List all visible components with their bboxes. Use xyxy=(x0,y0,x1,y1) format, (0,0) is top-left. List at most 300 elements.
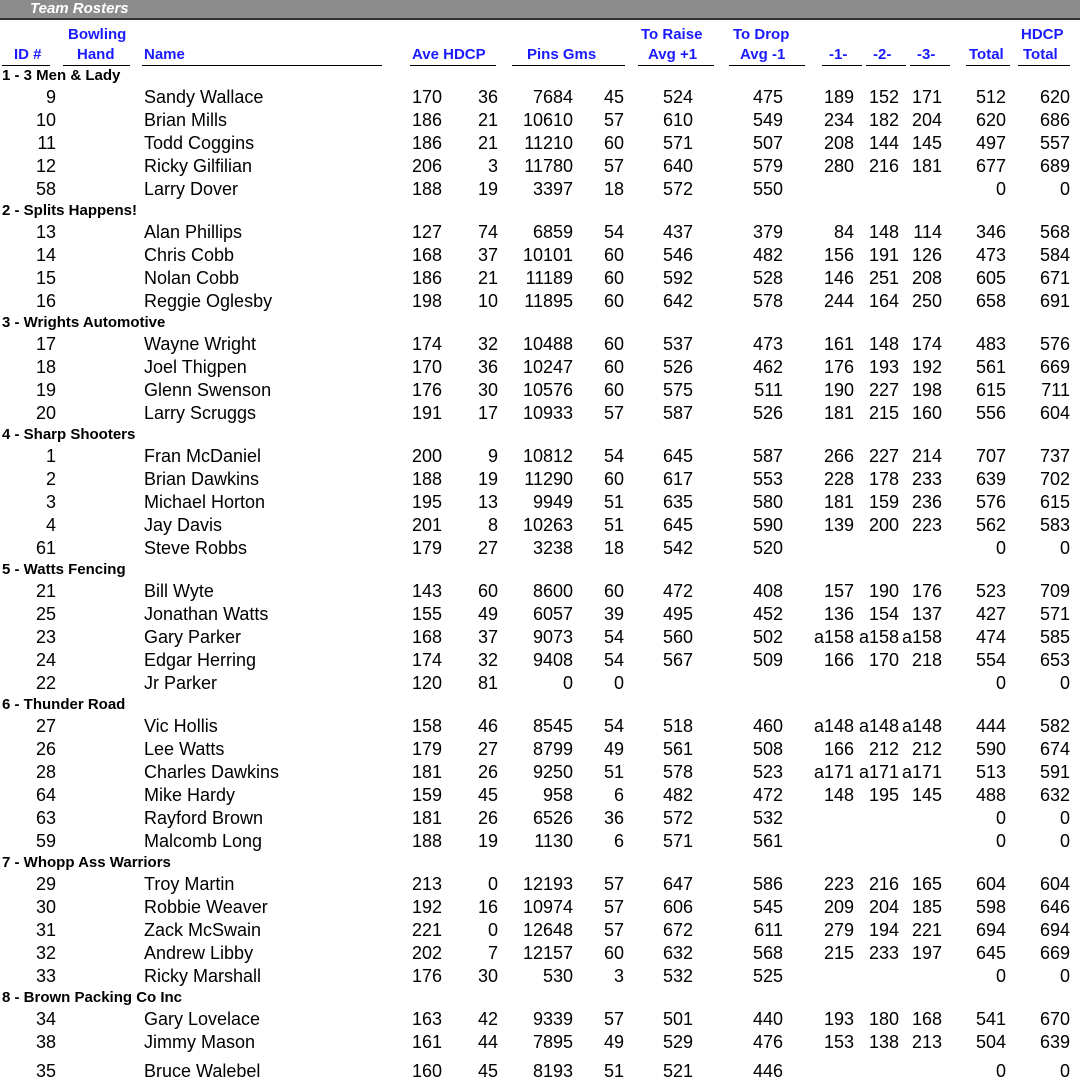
cell-to-raise: 610 xyxy=(662,110,693,130)
cell-pins: 9250 xyxy=(532,762,573,782)
cell-to-raise: 578 xyxy=(662,762,693,782)
cell-to-drop: 460 xyxy=(752,716,783,736)
cell-average: 174 xyxy=(411,650,442,670)
cell-name: Andrew Libby xyxy=(144,943,254,963)
cell-game3: a171 xyxy=(901,762,942,782)
cell-to-raise: 571 xyxy=(662,831,693,851)
cell-game3: 181 xyxy=(911,156,942,176)
cell-to-drop: 472 xyxy=(752,785,783,805)
cell-total: 346 xyxy=(975,222,1006,242)
cell-game1: 176 xyxy=(823,357,854,377)
cell-hdcp-total: 0 xyxy=(1059,179,1070,199)
header-hdcp: HDCP xyxy=(1021,26,1064,43)
cell-game3: 185 xyxy=(911,897,942,917)
cell-name: Lee Watts xyxy=(144,739,225,759)
cell-games: 51 xyxy=(603,515,624,535)
cell-total: 474 xyxy=(975,627,1006,647)
cell-to-drop: 520 xyxy=(752,538,783,558)
cell-to-drop: 579 xyxy=(752,156,783,176)
cell-hdcp-total: 0 xyxy=(1059,673,1070,693)
cell-game2: 191 xyxy=(868,245,899,265)
cell-id: 24 xyxy=(35,650,56,670)
cell-pins: 9408 xyxy=(532,650,573,670)
cell-game1: 279 xyxy=(823,920,854,940)
cell-id: 27 xyxy=(35,716,56,736)
cell-id: 58 xyxy=(35,179,56,199)
page-title: Team Rosters xyxy=(30,0,129,17)
cell-pins: 9949 xyxy=(532,492,573,512)
cell-game3: 197 xyxy=(911,943,942,963)
cell-pins: 7895 xyxy=(532,1032,573,1052)
cell-to-raise: 572 xyxy=(662,808,693,828)
cell-game1: 139 xyxy=(823,515,854,535)
cell-name: Wayne Wright xyxy=(144,334,257,354)
cell-pins: 12157 xyxy=(522,943,573,963)
cell-total: 562 xyxy=(975,515,1006,535)
cell-id: 26 xyxy=(35,739,56,759)
cell-game3: 236 xyxy=(911,492,942,512)
cell-average: 206 xyxy=(411,156,442,176)
cell-pins: 10974 xyxy=(522,897,573,917)
cell-id: 3 xyxy=(45,492,56,512)
cell-average: 186 xyxy=(411,110,442,130)
cell-games: 51 xyxy=(603,492,624,512)
cell-average: 213 xyxy=(411,874,442,894)
cell-hdcp-total: 686 xyxy=(1039,110,1070,130)
cell-name: Jonathan Watts xyxy=(144,604,269,624)
cell-game3: 145 xyxy=(911,785,942,805)
cell-id: 61 xyxy=(35,538,56,558)
cell-name: Mike Hardy xyxy=(144,785,236,805)
cell-total: 497 xyxy=(975,133,1006,153)
cell-total: 483 xyxy=(975,334,1006,354)
cell-game1: 166 xyxy=(823,650,854,670)
header-bowling: Bowling xyxy=(68,26,127,43)
cell-total: 645 xyxy=(975,943,1006,963)
table-row xyxy=(0,807,1080,830)
cell-game2: 215 xyxy=(868,403,899,423)
cell-game2: 159 xyxy=(868,492,899,512)
cell-name: Sandy Wallace xyxy=(144,87,264,107)
cell-name: Rayford Brown xyxy=(144,808,264,828)
cell-handicap: 7 xyxy=(487,943,498,963)
cell-hdcp-total: 585 xyxy=(1039,627,1070,647)
table-row xyxy=(0,942,1080,965)
header-underline xyxy=(910,65,950,66)
cell-game2: a158 xyxy=(858,627,899,647)
cell-handicap: 26 xyxy=(477,808,498,828)
team-heading: 6 - Thunder Road xyxy=(2,696,126,713)
cell-handicap: 19 xyxy=(477,469,498,489)
cell-handicap: 32 xyxy=(477,334,498,354)
cell-game1: 215 xyxy=(823,943,854,963)
cell-pins: 6859 xyxy=(532,222,573,242)
cell-hdcp-total: 653 xyxy=(1039,650,1070,670)
cell-to-raise: 647 xyxy=(662,874,693,894)
cell-games: 57 xyxy=(603,874,624,894)
table-row xyxy=(0,356,1080,379)
cell-id: 21 xyxy=(35,581,56,601)
cell-total: 554 xyxy=(975,650,1006,670)
cell-hdcp-total: 583 xyxy=(1039,515,1070,535)
cell-name: Vic Hollis xyxy=(144,716,218,736)
cell-handicap: 27 xyxy=(477,538,498,558)
cell-pins: 12193 xyxy=(522,874,573,894)
cell-average: 161 xyxy=(411,1032,442,1052)
cell-game1: 181 xyxy=(823,403,854,423)
cell-pins: 9073 xyxy=(532,627,573,647)
cell-id: 63 xyxy=(35,808,56,828)
cell-pins: 1130 xyxy=(534,831,573,851)
cell-name: Brian Mills xyxy=(144,110,228,130)
cell-game1: 190 xyxy=(823,380,854,400)
cell-to-drop: 545 xyxy=(752,897,783,917)
cell-pins: 3238 xyxy=(532,538,573,558)
cell-to-raise: 482 xyxy=(662,785,693,805)
table-row xyxy=(0,873,1080,896)
cell-name: Troy Martin xyxy=(144,874,235,894)
cell-pins: 9339 xyxy=(532,1009,573,1029)
cell-name: Charles Dawkins xyxy=(144,762,280,782)
cell-total: 0 xyxy=(995,1061,1006,1081)
cell-game2: 216 xyxy=(868,156,899,176)
cell-handicap: 32 xyxy=(477,650,498,670)
cell-to-raise: 518 xyxy=(662,716,693,736)
team-heading: 1 - 3 Men & Lady xyxy=(2,67,121,84)
cell-game2: 251 xyxy=(868,268,899,288)
cell-total: 677 xyxy=(975,156,1006,176)
cell-average: 143 xyxy=(411,581,442,601)
cell-hdcp-total: 591 xyxy=(1039,762,1070,782)
cell-total: 0 xyxy=(995,831,1006,851)
cell-handicap: 81 xyxy=(477,673,498,693)
cell-id: 23 xyxy=(35,627,56,647)
cell-to-drop: 561 xyxy=(752,831,783,851)
cell-game3: 145 xyxy=(911,133,942,153)
header-underline xyxy=(1018,65,1070,66)
cell-handicap: 49 xyxy=(477,604,498,624)
table-row xyxy=(0,919,1080,942)
cell-handicap: 60 xyxy=(477,581,498,601)
cell-game2: 227 xyxy=(868,446,899,466)
cell-handicap: 16 xyxy=(477,897,498,917)
cell-game3: 218 xyxy=(911,650,942,670)
cell-hdcp-total: 702 xyxy=(1039,469,1070,489)
cell-game1: 280 xyxy=(823,156,854,176)
cell-id: 59 xyxy=(35,831,56,851)
header-game3: -3- xyxy=(917,46,936,63)
cell-to-raise: 645 xyxy=(662,515,693,535)
cell-total: 707 xyxy=(975,446,1006,466)
table-row xyxy=(0,468,1080,491)
cell-pins: 10933 xyxy=(522,403,573,423)
cell-game1: 208 xyxy=(823,133,854,153)
table-row xyxy=(0,738,1080,761)
cell-game2: 164 xyxy=(868,291,899,311)
cell-games: 57 xyxy=(603,403,624,423)
cell-handicap: 46 xyxy=(477,716,498,736)
table-row xyxy=(0,267,1080,290)
cell-to-raise: 587 xyxy=(662,403,693,423)
header-underline xyxy=(866,65,906,66)
cell-games: 18 xyxy=(603,538,624,558)
cell-name: Joel Thigpen xyxy=(144,357,247,377)
cell-to-raise: 542 xyxy=(662,538,693,558)
cell-to-drop: 587 xyxy=(752,446,783,466)
cell-total: 488 xyxy=(975,785,1006,805)
cell-handicap: 13 xyxy=(477,492,498,512)
cell-average: 221 xyxy=(411,920,442,940)
cell-average: 186 xyxy=(411,133,442,153)
cell-hdcp-total: 557 xyxy=(1039,133,1070,153)
table-row xyxy=(0,290,1080,313)
cell-to-raise: 617 xyxy=(662,469,693,489)
cell-id: 34 xyxy=(35,1009,56,1029)
cell-total: 523 xyxy=(975,581,1006,601)
cell-name: Jimmy Mason xyxy=(144,1032,256,1052)
cell-hdcp-total: 694 xyxy=(1039,920,1070,940)
header-id: ID # xyxy=(14,46,42,63)
cell-name: Gary Parker xyxy=(144,627,242,647)
header-pins-gms: Pins Gms xyxy=(527,46,597,63)
cell-game3: 174 xyxy=(911,334,942,354)
cell-games: 60 xyxy=(603,133,624,153)
cell-name: Zack McSwain xyxy=(144,920,262,940)
cell-id: 4 xyxy=(45,515,56,535)
cell-pins: 10610 xyxy=(522,110,573,130)
cell-average: 181 xyxy=(411,762,442,782)
cell-hdcp-total: 670 xyxy=(1039,1009,1070,1029)
cell-hdcp-total: 0 xyxy=(1059,966,1070,986)
cell-id: 29 xyxy=(35,874,56,894)
cell-game1: 193 xyxy=(823,1009,854,1029)
cell-game3: 223 xyxy=(911,515,942,535)
cell-name: Chris Cobb xyxy=(144,245,235,265)
cell-average: 200 xyxy=(411,446,442,466)
cell-games: 60 xyxy=(603,268,624,288)
cell-to-raise: 524 xyxy=(662,87,693,107)
header-hdcp-total: Total xyxy=(1023,46,1058,63)
cell-average: 179 xyxy=(411,739,442,759)
cell-id: 15 xyxy=(35,268,56,288)
cell-handicap: 3 xyxy=(487,156,498,176)
table-row xyxy=(0,155,1080,178)
cell-handicap: 37 xyxy=(477,245,498,265)
title-bar xyxy=(0,0,1080,20)
cell-id: 38 xyxy=(35,1032,56,1052)
cell-to-drop: 526 xyxy=(752,403,783,423)
cell-hdcp-total: 639 xyxy=(1039,1032,1070,1052)
cell-game1: 166 xyxy=(823,739,854,759)
cell-id: 64 xyxy=(35,785,56,805)
table-row xyxy=(0,537,1080,560)
cell-average: 168 xyxy=(411,245,442,265)
cell-game2: 194 xyxy=(868,920,899,940)
cell-average: 202 xyxy=(411,943,442,963)
cell-to-drop: 462 xyxy=(752,357,783,377)
cell-name: Reggie Oglesby xyxy=(144,291,273,311)
cell-to-drop: 611 xyxy=(754,920,783,940)
cell-total: 556 xyxy=(975,403,1006,423)
table-row xyxy=(0,672,1080,695)
cell-average: 192 xyxy=(411,897,442,917)
cell-name: Jr Parker xyxy=(144,673,218,693)
cell-total: 0 xyxy=(995,538,1006,558)
cell-handicap: 44 xyxy=(477,1032,498,1052)
cell-id: 31 xyxy=(35,920,56,940)
cell-total: 504 xyxy=(975,1032,1006,1052)
cell-to-raise: 672 xyxy=(662,920,693,940)
cell-handicap: 45 xyxy=(477,1061,498,1081)
cell-average: 160 xyxy=(411,1061,442,1081)
cell-to-drop: 511 xyxy=(754,380,783,400)
cell-hdcp-total: 576 xyxy=(1039,334,1070,354)
cell-pins: 10576 xyxy=(522,380,573,400)
cell-name: Nolan Cobb xyxy=(144,268,240,288)
cell-game3: 114 xyxy=(913,222,942,242)
cell-handicap: 17 xyxy=(477,403,498,423)
cell-id: 12 xyxy=(35,156,56,176)
cell-game3: 137 xyxy=(911,604,942,624)
cell-name: Ricky Marshall xyxy=(144,966,262,986)
cell-game2: 152 xyxy=(868,87,899,107)
cell-hdcp-total: 632 xyxy=(1039,785,1070,805)
cell-name: Edgar Herring xyxy=(144,650,257,670)
cell-game3: 250 xyxy=(911,291,942,311)
cell-to-raise: 472 xyxy=(662,581,693,601)
cell-name: Malcomb Long xyxy=(144,831,263,851)
cell-id: 11 xyxy=(37,133,56,153)
cell-total: 658 xyxy=(975,291,1006,311)
cell-pins: 10488 xyxy=(522,334,573,354)
cell-to-drop: 586 xyxy=(752,874,783,894)
cell-pins: 8799 xyxy=(532,739,573,759)
cell-games: 0 xyxy=(613,673,624,693)
team-heading: 3 - Wrights Automotive xyxy=(2,314,166,331)
header-underline xyxy=(966,65,1010,66)
cell-game1: a148 xyxy=(813,716,854,736)
cell-to-drop: 578 xyxy=(752,291,783,311)
cell-average: 168 xyxy=(411,627,442,647)
cell-pins: 0 xyxy=(562,673,573,693)
cell-game2: 216 xyxy=(868,874,899,894)
cell-game1: a171 xyxy=(813,762,854,782)
cell-handicap: 21 xyxy=(477,110,498,130)
cell-to-drop: 507 xyxy=(752,133,783,153)
cell-handicap: 0 xyxy=(487,920,498,940)
cell-hdcp-total: 620 xyxy=(1039,87,1070,107)
cell-game1: 189 xyxy=(823,87,854,107)
cell-game3: 171 xyxy=(911,87,942,107)
cell-handicap: 26 xyxy=(477,762,498,782)
cell-name: Robbie Weaver xyxy=(144,897,268,917)
header-ave-hdcp: Ave HDCP xyxy=(412,46,486,63)
cell-total: 615 xyxy=(975,380,1006,400)
cell-game3: 221 xyxy=(911,920,942,940)
cell-to-raise: 575 xyxy=(662,380,693,400)
cell-name: Michael Horton xyxy=(144,492,266,512)
cell-to-raise: 635 xyxy=(662,492,693,512)
cell-games: 6 xyxy=(613,831,624,851)
cell-to-raise: 592 xyxy=(662,268,693,288)
cell-total: 0 xyxy=(995,966,1006,986)
cell-games: 49 xyxy=(603,1032,624,1052)
cell-total: 0 xyxy=(995,673,1006,693)
cell-pins: 10247 xyxy=(522,357,573,377)
cell-to-drop: 473 xyxy=(752,334,783,354)
cell-pins: 11290 xyxy=(524,469,573,489)
cell-to-drop: 440 xyxy=(752,1009,783,1029)
cell-hdcp-total: 671 xyxy=(1039,268,1070,288)
team-heading: 7 - Whopp Ass Warriors xyxy=(2,854,171,871)
cell-id: 25 xyxy=(35,604,56,624)
cell-to-drop: 568 xyxy=(752,943,783,963)
cell-handicap: 21 xyxy=(477,133,498,153)
cell-game1: 266 xyxy=(823,446,854,466)
cell-game1: 161 xyxy=(823,334,854,354)
cell-game3: 168 xyxy=(911,1009,942,1029)
cell-to-raise: 572 xyxy=(662,179,693,199)
table-row xyxy=(0,333,1080,356)
cell-games: 60 xyxy=(603,357,624,377)
cell-pins: 11780 xyxy=(524,156,573,176)
cell-to-drop: 553 xyxy=(752,469,783,489)
header-total: Total xyxy=(969,46,1004,63)
cell-pins: 11895 xyxy=(524,291,573,311)
cell-games: 3 xyxy=(613,966,624,986)
cell-game3: 213 xyxy=(911,1032,942,1052)
cell-to-raise: 645 xyxy=(662,446,693,466)
cell-game1: 181 xyxy=(823,492,854,512)
cell-to-raise: 571 xyxy=(662,133,693,153)
cell-game2: 195 xyxy=(868,785,899,805)
cell-hdcp-total: 0 xyxy=(1059,1061,1070,1081)
cell-handicap: 74 xyxy=(477,222,498,242)
cell-to-raise: 529 xyxy=(662,1032,693,1052)
cell-average: 188 xyxy=(411,831,442,851)
cell-hdcp-total: 0 xyxy=(1059,831,1070,851)
cell-total: 0 xyxy=(995,808,1006,828)
team-heading: 8 - Brown Packing Co Inc xyxy=(2,989,183,1006)
cell-to-drop: 482 xyxy=(752,245,783,265)
cell-game3: 233 xyxy=(911,469,942,489)
cell-game1: a158 xyxy=(813,627,854,647)
header-to-drop: To Drop xyxy=(733,26,790,43)
cell-game1: 234 xyxy=(823,110,854,130)
cell-games: 6 xyxy=(613,785,624,805)
cell-id: 33 xyxy=(35,966,56,986)
cell-average: 174 xyxy=(411,334,442,354)
cell-handicap: 9 xyxy=(487,446,498,466)
team-heading: 4 - Sharp Shooters xyxy=(2,426,136,443)
cell-handicap: 19 xyxy=(477,179,498,199)
cell-name: Glenn Swenson xyxy=(144,380,272,400)
cell-to-drop: 525 xyxy=(752,966,783,986)
table-row xyxy=(0,379,1080,402)
cell-handicap: 27 xyxy=(477,739,498,759)
header-to-raise: To Raise xyxy=(641,26,703,43)
cell-id: 28 xyxy=(35,762,56,782)
cell-average: 159 xyxy=(411,785,442,805)
cell-pins: 530 xyxy=(542,966,573,986)
cell-total: 576 xyxy=(975,492,1006,512)
cell-id: 35 xyxy=(35,1061,56,1081)
cell-to-raise: 537 xyxy=(662,334,693,354)
cell-total: 427 xyxy=(975,604,1006,624)
cell-name: Alan Phillips xyxy=(144,222,243,242)
cell-hdcp-total: 584 xyxy=(1039,245,1070,265)
header-underline xyxy=(729,65,805,66)
